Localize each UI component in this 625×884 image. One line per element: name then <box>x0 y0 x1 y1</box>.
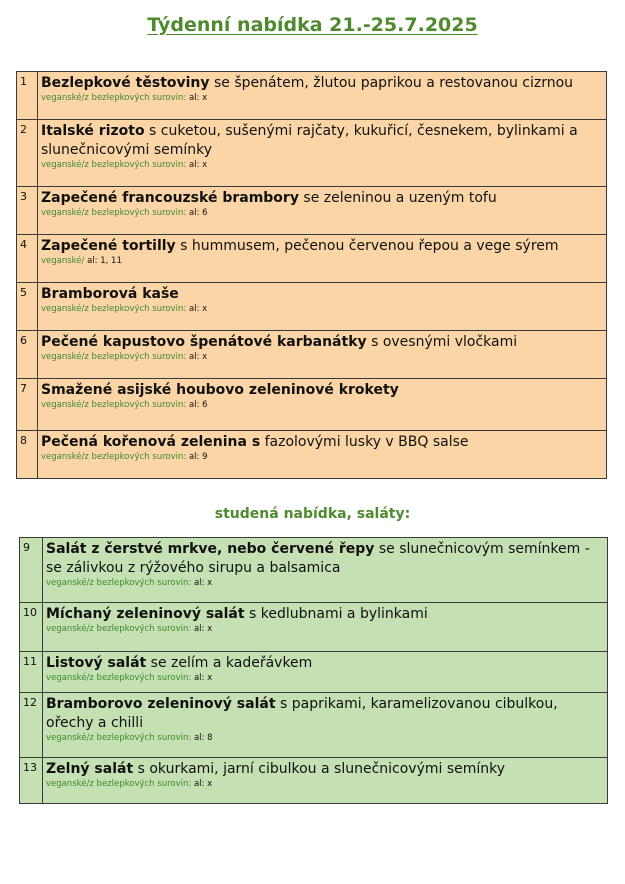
allergens: al: x <box>186 304 208 314</box>
item-text <box>41 74 603 93</box>
menu-item <box>43 538 608 603</box>
menu-item <box>38 187 607 235</box>
item-description: s okurkami, jarní cibulkou a slunečnicovými semínky <box>133 761 506 777</box>
item-description: se zeleninou a uzeným tofu <box>298 190 497 206</box>
item-text <box>41 285 603 304</box>
menu-item <box>43 758 608 804</box>
diet-label: veganské/z bezlepkových surovin: <box>41 352 187 362</box>
diet-label: veganské/z bezlepkových surovin: <box>46 578 192 588</box>
item-number: 13 <box>20 758 43 804</box>
item-meta <box>41 208 603 220</box>
table-row <box>20 603 608 652</box>
item-description: s kedlubnami a bylinkami <box>244 606 428 622</box>
item-number: 4 <box>17 235 38 283</box>
item-meta <box>46 779 604 791</box>
item-name: Salát z čerstvé mrkve, nebo červené řepy <box>46 541 375 557</box>
item-name: Zapečené francouzské brambory <box>41 190 299 206</box>
item-description: se špenátem, žlutou paprikou a restovanou cizrnou <box>209 75 574 91</box>
table-row <box>17 331 607 379</box>
table-row <box>17 235 607 283</box>
diet-label: veganské/z bezlepkových surovin: <box>46 624 192 634</box>
item-name: Zapečené tortilly <box>41 238 176 254</box>
item-number: 10 <box>20 603 43 652</box>
diet-label: veganské/z bezlepkových surovin: <box>41 400 187 410</box>
allergens: al: x <box>191 624 213 634</box>
menu-item <box>38 431 607 479</box>
item-name: Zelný salát <box>46 761 134 777</box>
item-text <box>46 605 604 624</box>
menu-item <box>38 72 607 120</box>
table-row <box>17 283 607 331</box>
item-number: 7 <box>17 379 38 431</box>
item-number: 1 <box>17 72 38 120</box>
item-name: Bezlepkové těstoviny <box>41 75 210 91</box>
item-name: Pečené kapustovo špenátové karbanátky <box>41 334 367 350</box>
menu-item <box>38 283 607 331</box>
item-meta <box>46 733 604 745</box>
table-row <box>17 431 607 479</box>
item-description: se zelím a kadeřávkem <box>146 655 313 671</box>
menu-item <box>43 603 608 652</box>
diet-label: veganské/z bezlepkových surovin: <box>46 733 192 743</box>
item-text <box>46 654 604 673</box>
item-name: Listový salát <box>46 655 147 671</box>
allergens: al: 6 <box>186 400 208 410</box>
item-meta <box>41 352 603 364</box>
item-number: 8 <box>17 431 38 479</box>
item-description: se slunečnicovým semínkem - se zálivkou z rýžového sirupu a balsamica <box>46 541 590 576</box>
diet-label: veganské/z bezlepkových surovin: <box>41 93 187 103</box>
item-meta <box>46 578 604 590</box>
menu-item <box>38 331 607 379</box>
cold-menu-table <box>19 537 608 804</box>
item-text <box>46 540 604 578</box>
item-text <box>41 189 603 208</box>
table-row <box>20 652 608 693</box>
item-description: s cuketou, sušenými rajčaty, kukuřicí, česnekem, bylinkami a slunečnicovými semínky <box>41 123 578 158</box>
table-row <box>17 187 607 235</box>
page-title: Týdenní nabídka 21.-25.7.2025 <box>147 14 478 36</box>
item-number: 5 <box>17 283 38 331</box>
menu-item <box>38 235 607 283</box>
cold-menu-title: studená nabídka, saláty: <box>214 506 411 522</box>
item-text <box>41 237 603 256</box>
item-number: 6 <box>17 331 38 379</box>
allergens: al: 9 <box>186 452 208 462</box>
item-meta <box>41 93 603 105</box>
allergens: al: x <box>191 578 213 588</box>
item-description: s paprikami, karamelizovanou cibulkou, ořechy a chilli <box>46 696 558 731</box>
allergens: al: x <box>186 93 208 103</box>
item-number: 9 <box>20 538 43 603</box>
item-name: Pečená kořenová zelenina s <box>41 434 261 450</box>
table-row <box>20 693 608 758</box>
allergens: al: 1, 11 <box>84 256 122 266</box>
item-description: s hummusem, pečenou červenou řepou a vege sýrem <box>175 238 559 254</box>
item-name: Italské rizoto <box>41 123 145 139</box>
item-name: Smažené asijské houbovo zeleninové krokety <box>41 382 399 398</box>
item-number: 2 <box>17 120 38 187</box>
item-number: 3 <box>17 187 38 235</box>
allergens: al: x <box>191 779 213 789</box>
item-name: Bramborová kaše <box>41 286 179 302</box>
menu-item <box>43 693 608 758</box>
menu-item <box>38 120 607 187</box>
diet-label: veganské/ <box>41 256 85 266</box>
item-meta <box>41 304 603 316</box>
table-row <box>17 72 607 120</box>
item-meta <box>46 673 604 685</box>
diet-label: veganské/z bezlepkových surovin: <box>41 304 187 314</box>
table-row <box>20 758 608 804</box>
diet-label: veganské/z bezlepkových surovin: <box>41 160 187 170</box>
allergens: al: x <box>191 673 213 683</box>
menu-item <box>38 379 607 431</box>
diet-label: veganské/z bezlepkových surovin: <box>41 452 187 462</box>
item-meta <box>46 624 604 636</box>
item-description: fazolovými lusky v BBQ salse <box>260 434 469 450</box>
allergens: al: 8 <box>191 733 213 743</box>
item-text <box>41 433 603 452</box>
table-row <box>20 538 608 603</box>
item-description: s ovesnými vločkami <box>366 334 518 350</box>
item-meta <box>41 452 603 464</box>
item-meta <box>41 400 603 412</box>
item-number: 11 <box>20 652 43 693</box>
item-text <box>41 122 603 160</box>
diet-label: veganské/z bezlepkových surovin: <box>41 208 187 218</box>
item-text <box>41 333 603 352</box>
hot-menu-table <box>16 71 607 479</box>
item-name: Bramborovo zeleninový salát <box>46 696 276 712</box>
allergens: al: x <box>186 160 208 170</box>
item-meta <box>41 160 603 172</box>
table-row <box>17 379 607 431</box>
item-number: 12 <box>20 693 43 758</box>
item-text <box>46 695 604 733</box>
item-text <box>41 381 603 400</box>
allergens: al: x <box>186 352 208 362</box>
table-row <box>17 120 607 187</box>
item-text <box>46 760 604 779</box>
diet-label: veganské/z bezlepkových surovin: <box>46 673 192 683</box>
allergens: al: 6 <box>186 208 208 218</box>
diet-label: veganské/z bezlepkových surovin: <box>46 779 192 789</box>
item-meta <box>41 256 603 268</box>
menu-item <box>43 652 608 693</box>
item-name: Míchaný zeleninový salát <box>46 606 245 622</box>
